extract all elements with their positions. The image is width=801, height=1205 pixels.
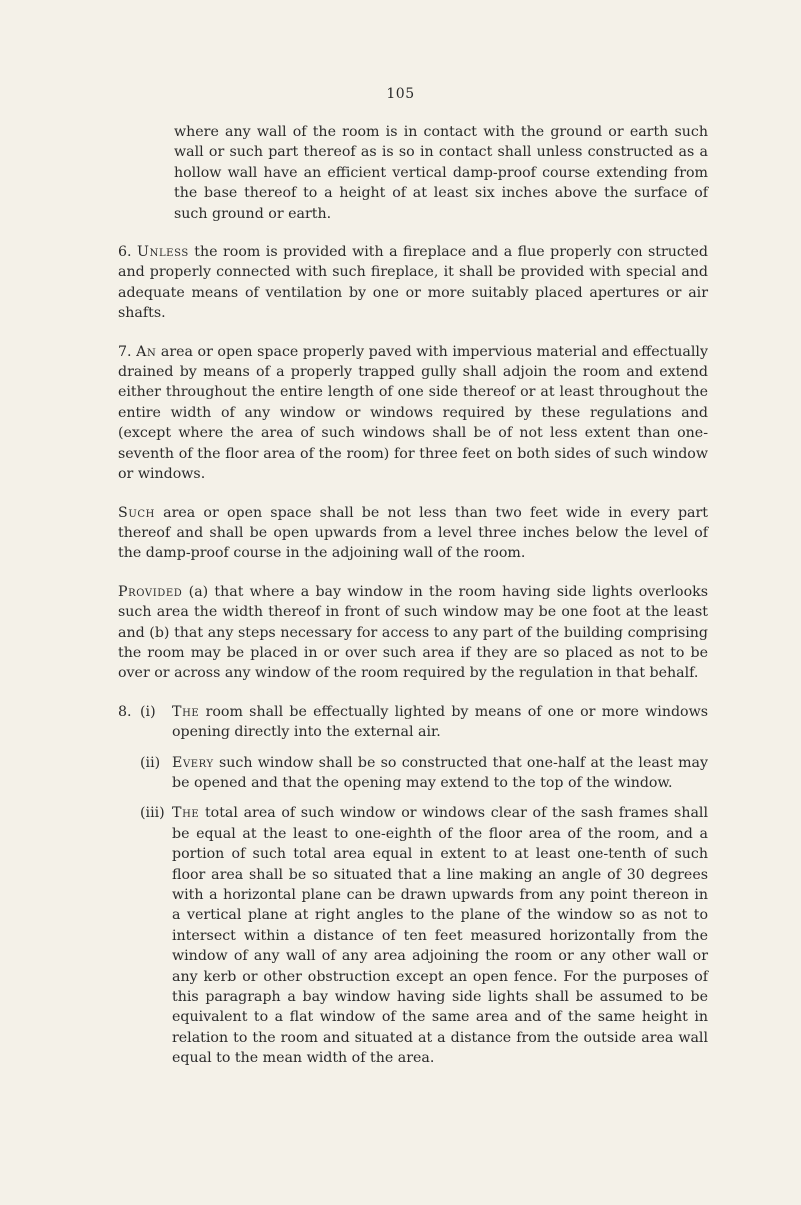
paragraph-text: such window shall be so constructed that one-half at the least may be opened and that the opening may extend to the top of the window.	[172, 754, 708, 791]
paragraph-6	[118, 242, 708, 324]
paragraph-text: (a) that where a bay window in the room having side lights overlooks such area the width thereof in front of such window may be one foot at the least and (b) that any steps necessary for access to any part of the building comprising the room may be placed in or over such area if they are so placed as not to be over or across any window of the room required by the regulation in that behalf.	[118, 583, 708, 682]
lead-word: Unless	[137, 244, 189, 261]
paragraph-8-ii	[118, 753, 708, 794]
paragraph-text: room shall be effectually lighted by means of one or more windows opening directly into the external air.	[172, 703, 709, 741]
paragraph-text: the room is provided with a fireplace and a flue properly con structed and properly connected with such fireplace, it shall be provided with special and adequate means of ventilation by one or more suitably placed apertures or air shafts.	[118, 244, 708, 322]
paragraph-continuation: where any wall of the room is in contact with the ground or earth such wall or such part thereof as is so in contact shall unless constructed as a hollow wall have an efficient vertical damp-proof course extending from the base thereof to a height of at least six inches above the surface of such ground or earth.	[174, 124, 708, 222]
subparagraph-numeral: (iii)	[140, 805, 165, 822]
paragraph-8-i	[118, 702, 708, 743]
lead-word: An	[136, 343, 157, 360]
paragraph-number: 7.	[118, 343, 132, 360]
lead-word: Provided	[118, 583, 183, 600]
paragraph-provided	[118, 582, 708, 684]
lead-word: The	[172, 805, 200, 822]
paragraph-number: 6.	[118, 244, 132, 261]
paragraph-number: 8.	[118, 703, 132, 720]
subparagraph-numeral: (i)	[140, 703, 156, 720]
page-body	[118, 122, 708, 1079]
page-number: 105	[386, 86, 415, 102]
subparagraph-numeral: (ii)	[140, 754, 161, 771]
subparagraph-body	[172, 753, 708, 794]
paragraph-8-iii	[118, 803, 708, 1068]
lead-word: Such	[118, 504, 155, 521]
subparagraph-body	[172, 803, 708, 1068]
paragraph-text: area or open space shall be not less than two feet wide in every part thereof and shall be open upwards from a level three inches below the level of the damp-proof course in the adjoining wall of the room.	[118, 504, 708, 562]
paragraph-text: area or open space properly paved with impervious material and effectually drained by means of a properly trapped gully shall adjoin the room and extend either throughout the entire length of one side thereof or at least throughout the entire width of any window or windows required by these regulations and (except where the area of such windows shall be of not less extent than one-seventh of the floor area of the room) for three feet on both sides of such window or windows.	[118, 343, 708, 483]
paragraph-such	[118, 503, 708, 564]
subparagraph-body	[172, 702, 708, 743]
paragraph-7	[118, 342, 708, 485]
lead-word: Every	[172, 754, 214, 771]
paragraph-text: total area of such window or windows clear of the sash frames shall be equal at the least to one-eighth of the floor area of the room, and a portion of such total area equal in extent to at least one-tenth of such floor area shall be so situated that a line making an angle of 30 degrees with a horizontal plane can be drawn upwards from any point thereon in a vertical plane at right angles to the plane of the window so as not to intersect within a distance of ten feet measured horizontally from the window of any wall of any area adjoining the room or any other wall or any kerb or other obstruction except an open fence. For the purposes of this paragraph a bay window having side lights shall be assumed to be equivalent to a flat window of the same area and of the same height in relation to the room and situated at a distance from the outside area wall equal to the mean width of the area.	[172, 805, 708, 1067]
lead-word: The	[172, 703, 200, 720]
